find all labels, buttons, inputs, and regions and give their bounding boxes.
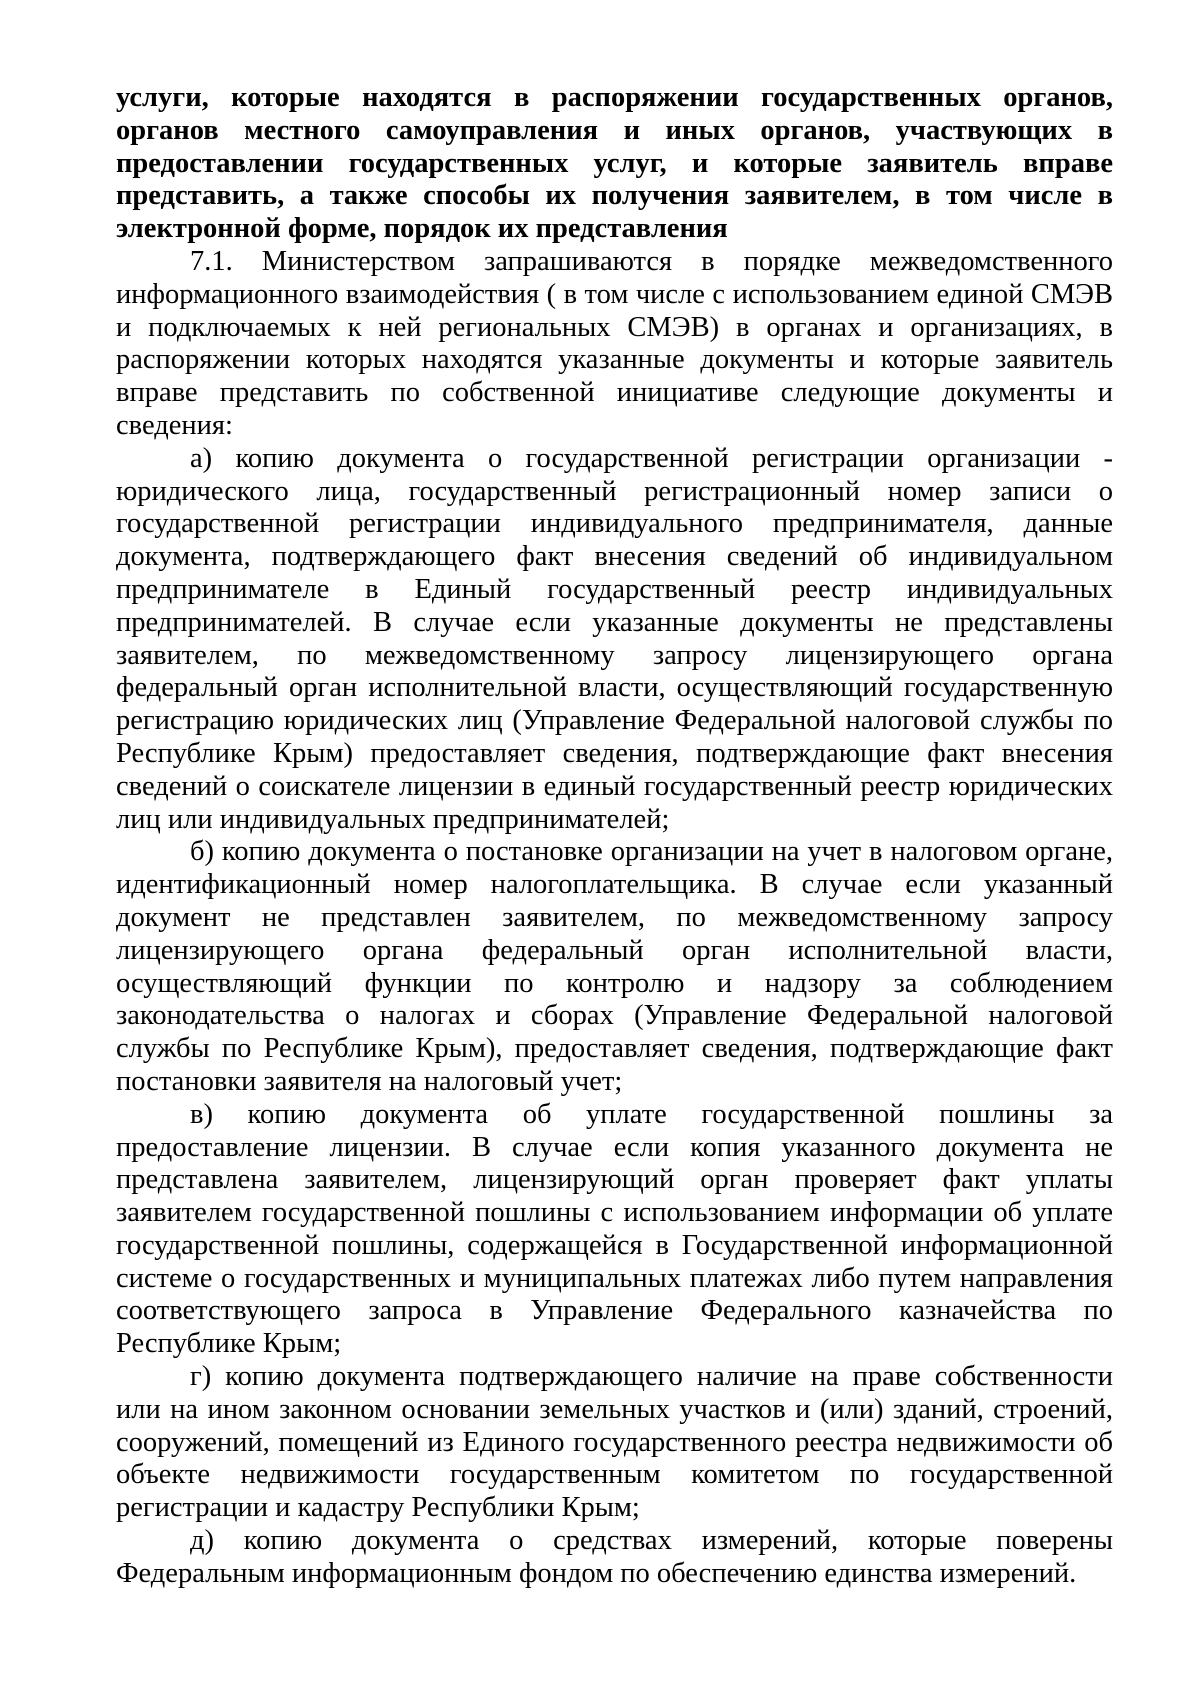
list-item-b: б) копию документа о постановке организации на учет в налоговом органе, идентификационный номер налогоплательщика. В случае если указанный документ не представлен заявителем, по межведомственному запросу лицензирующего органа федеральный орган исполнительной власти, осуществляющий функции по контролю и надзору за соблюдением законодательства о налогах и сборах (Управление Федеральной налоговой службы по Республике Крым), предоставляет сведения, подтверждающие факт постановки заявителя на налоговый учет;: [116, 836, 1113, 1097]
list-item-v: в) копию документа об уплате государственной пошлины за предоставление лицензии. В случае если копия указанного документа не представлена заявителем, лицензирующий орган проверяет факт уплаты заявителем государственной пошлины с использованием информации об уплате государственной пошлины, содержащейся в Государственной информационной системе о государственных и муниципальных платежах либо путем направления соответствующего запроса в Управление Федерального казначейства по Республике Крым;: [116, 1098, 1113, 1360]
list-item-g: г) копию документа подтверждающего наличие на праве собственности или на ином законном основании земельных участков и (или) зданий, строений, сооружений, помещений из Единого государственного реестра недвижимости об объекте недвижимости государственным комитетом по государственной регистрации и кадастру Республики Крым;: [116, 1361, 1113, 1524]
list-item-d: д) копию документа о средствах измерений, которые поверены Федеральным информационным фондом по обеспечению единства измерений.: [116, 1525, 1113, 1589]
section-heading: услуги, которые находятся в распоряжении государственных органов, органов местного самоуправления и иных органов, участвующих в предоставлении государственных услуг, и которые заявитель вправе представить, а также способы их получения заявителем, в том числе в электронной форме, порядок их представления: [116, 82, 1113, 245]
paragraph-7-1: 7.1. Министерством запрашиваются в порядке межведомственного информационного взаимодействия ( в том числе с использованием единой СМЭВ и подключаемых к ней региональных СМЭВ) в органах и организациях, в распоряжении которых находятся указанные документы и которые заявитель вправе представить по собственной инициативе следующие документы и сведения:: [116, 245, 1113, 441]
list-item-a: а) копию документа о государственной регистрации организации - юридического лица, государственный регистрационный номер записи о государственной регистрации индивидуального предпринимателя, данные документа, подтверждающего факт внесения сведений об индивидуальном предпринимателе в Единый государственный реестр индивидуальных предпринимателей. В случае если указанные документы не представлены заявителем, по межведомственному запросу лицензирующего органа федеральный орган исполнительной власти, осуществляющий государственную регистрацию юридических лиц (Управление Федеральной налоговой службы по Республике Крым) предоставляет сведения, подтверждающие факт внесения сведений о соискателе лицензии в единый государственный реестр юридических лиц или индивидуальных предпринимателей;: [116, 442, 1113, 835]
document-page: [116, 82, 1113, 1591]
